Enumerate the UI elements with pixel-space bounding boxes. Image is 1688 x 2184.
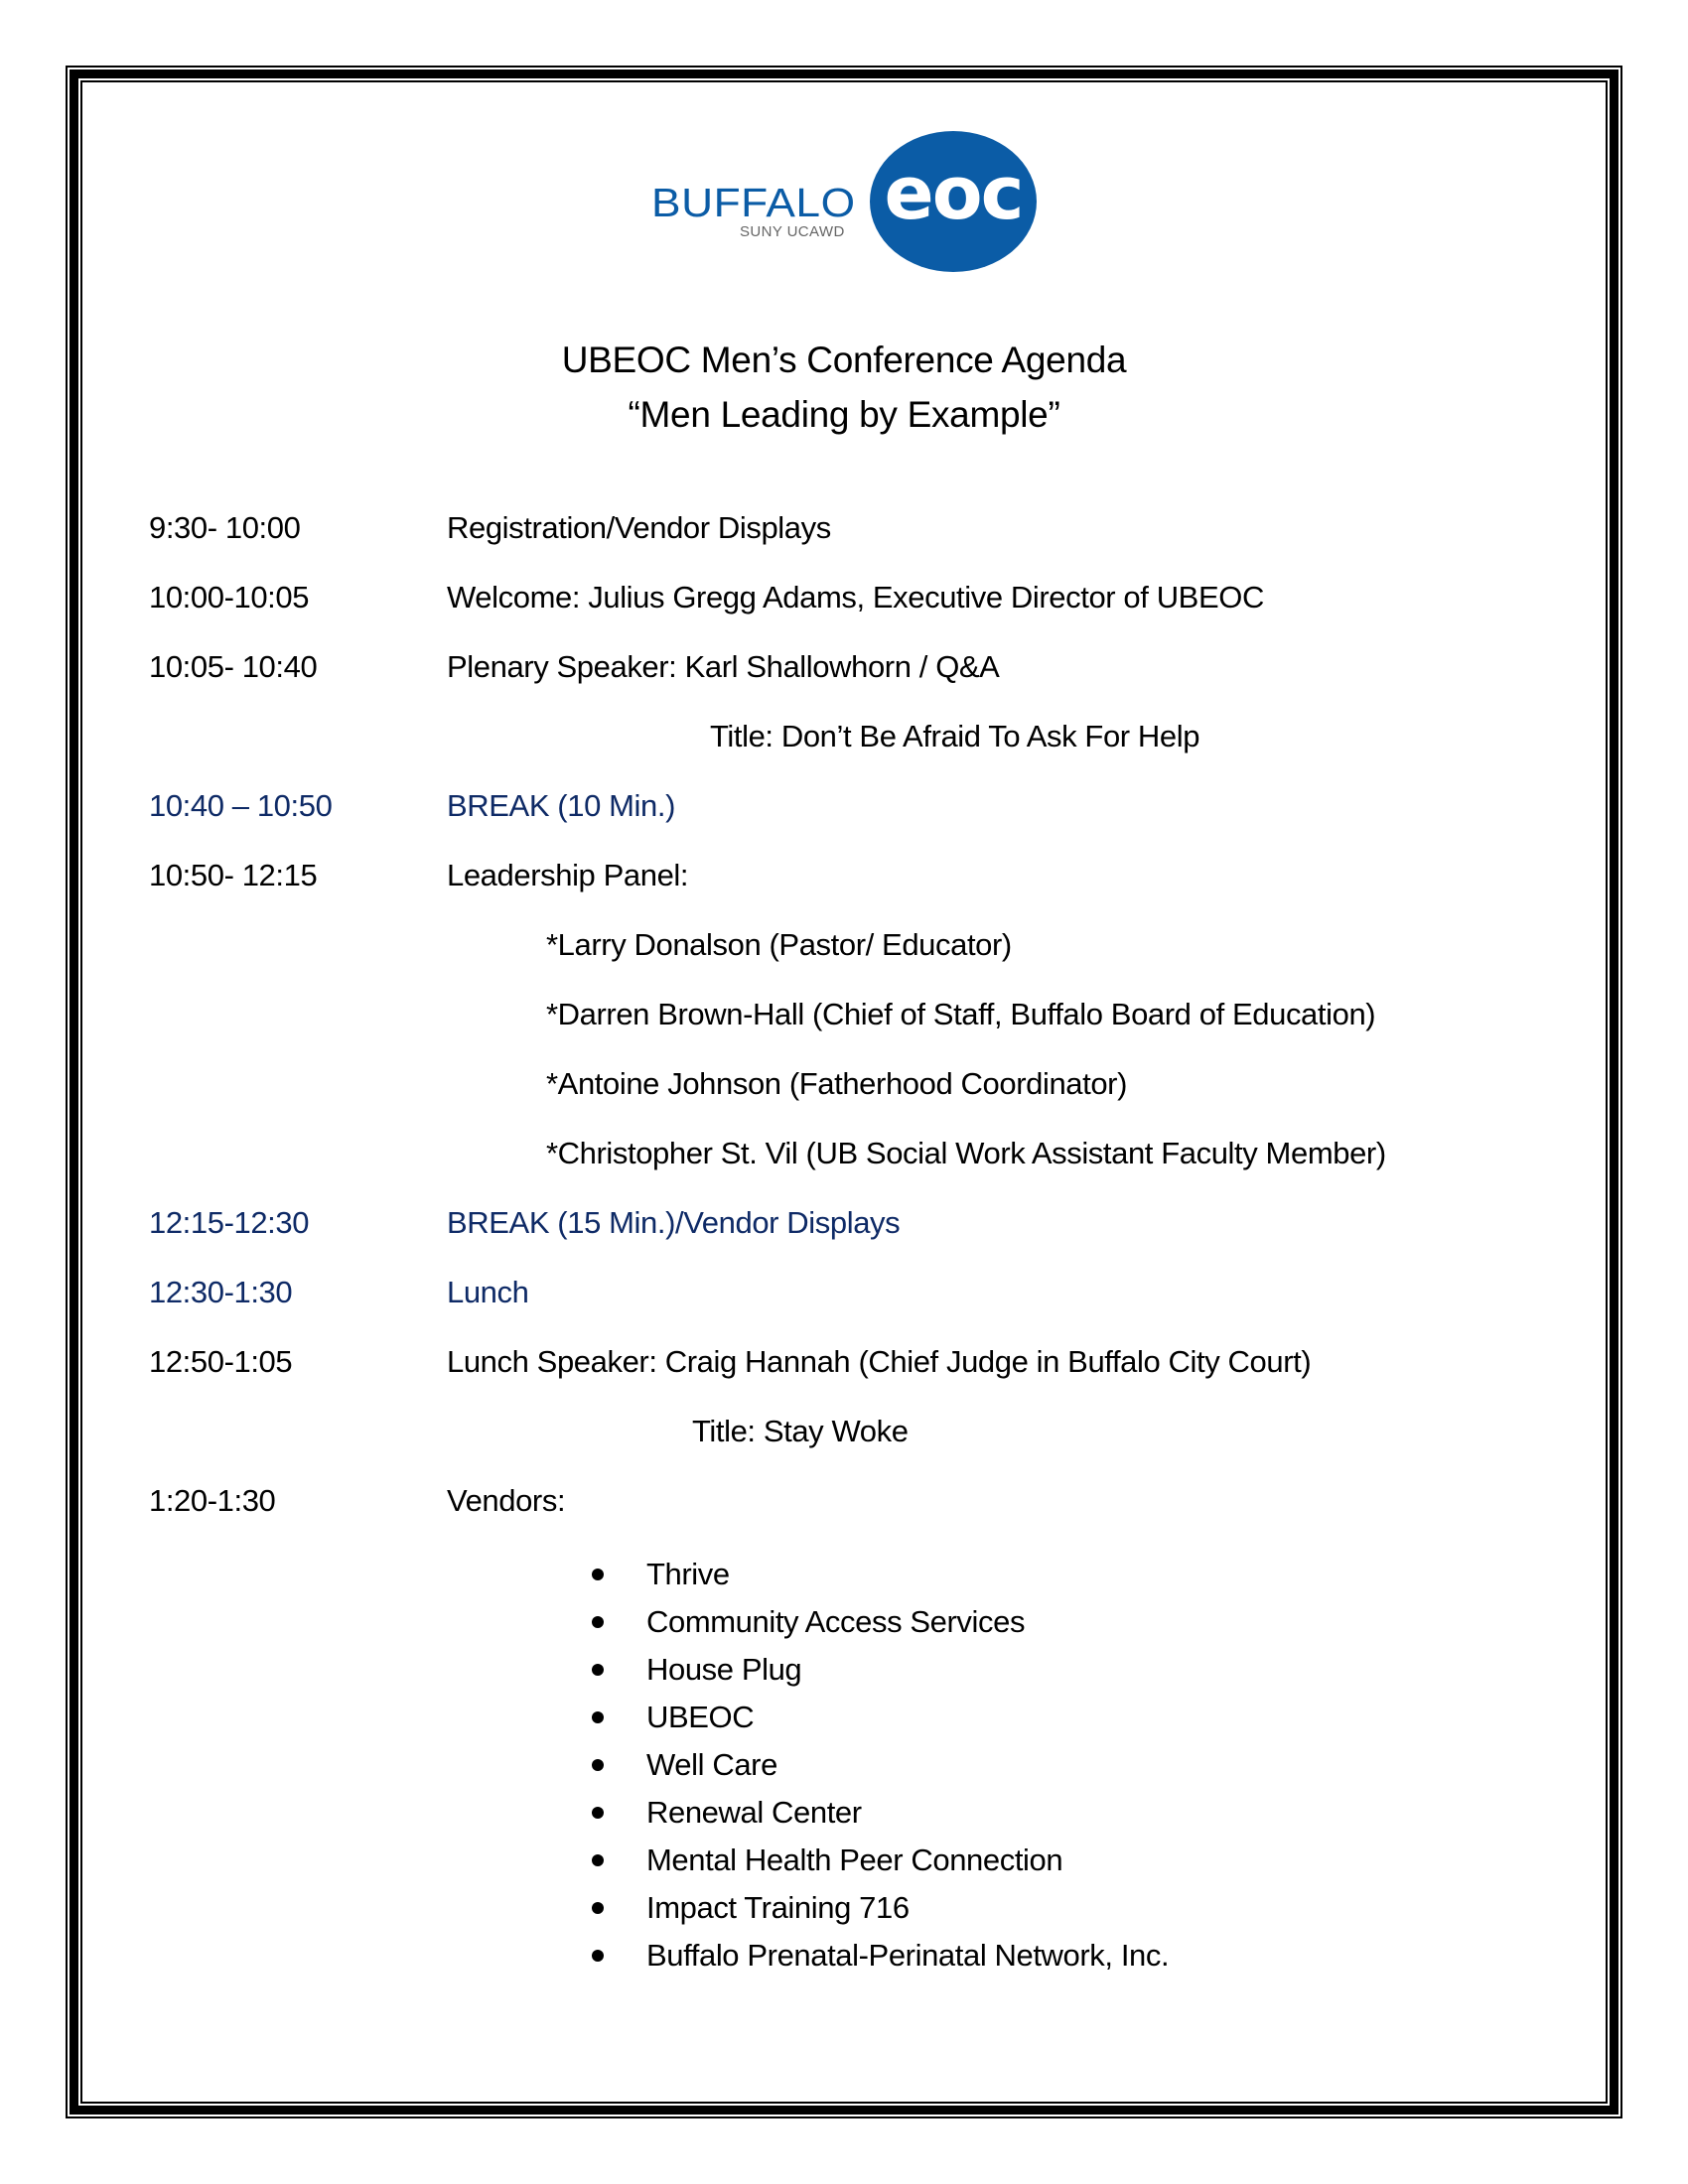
vendor-list [0,1551,1688,1979]
document-header [0,333,1688,442]
agenda-row [0,576,1688,619]
agenda-time: 9:30- 10:00 [149,510,301,545]
vendor-name: Mental Health Peer Connection [646,1843,1063,1877]
bullet-icon [592,1950,604,1962]
bullet-icon [592,1711,604,1723]
panelist-row [0,1062,1688,1106]
panelist-row [0,993,1688,1036]
logo-wordmark: BUFFALO [651,180,856,225]
bullet-icon [592,1664,604,1676]
agenda-description: BREAK (15 Min.)/Vendor Displays [447,1205,901,1240]
agenda-row [0,506,1688,550]
vendor-name: Community Access Services [646,1604,1026,1639]
agenda-description: BREAK (10 Min.) [447,788,676,823]
agenda-row-break [0,1201,1688,1245]
vendor-list-item [0,1884,1688,1932]
agenda-time: 10:50- 12:15 [149,858,318,892]
bullet-icon [592,1902,604,1914]
bullet-icon [592,1569,604,1580]
vendor-name: UBEOC [646,1700,755,1734]
panelist: *Antoine Johnson (Fatherhood Coordinator) [546,1066,1128,1101]
document-subtitle: “Men Leading by Example” [628,394,1060,435]
agenda-row-lunch [0,1271,1688,1314]
agenda-row [0,854,1688,897]
agenda-description: Leadership Panel: [447,858,689,892]
agenda-time: 10:00-10:05 [149,580,310,614]
vendor-list-item [0,1932,1688,1979]
agenda-description: Plenary Speaker: Karl Shallowhorn / Q&A [447,649,1000,684]
agenda-time: 12:15-12:30 [149,1205,310,1240]
agenda-description: Lunch Speaker: Craig Hannah (Chief Judge in Buffalo City Court) [447,1344,1312,1379]
bullet-icon [592,1854,604,1866]
document-title: UBEOC Men’s Conference Agenda [561,340,1127,380]
bullet-icon [592,1616,604,1628]
vendor-list-item [0,1646,1688,1694]
agenda-description: Vendors: [447,1483,566,1518]
session-title: Title: Stay Woke [692,1414,909,1448]
logo-badge-text: eoc [884,151,1023,236]
panelist: *Larry Donalson (Pastor/ Educator) [546,927,1012,962]
bullet-icon [592,1759,604,1771]
vendor-name: Buffalo Prenatal-Perinatal Network, Inc. [646,1938,1170,1973]
vendor-list-item [0,1694,1688,1741]
vendor-list-item [0,1789,1688,1837]
agenda-row [0,1479,1688,1523]
agenda-description: Registration/Vendor Displays [447,510,831,545]
logo-badge-circle [870,131,1037,272]
logo-tagline: SUNY UCAWD [740,223,845,240]
vendor-name: Well Care [646,1747,777,1782]
agenda-time: 10:05- 10:40 [149,649,318,684]
agenda-row [0,1340,1688,1384]
vendor-list-item [0,1598,1688,1646]
vendor-name: House Plug [646,1652,802,1687]
agenda-time: 12:30-1:30 [149,1275,293,1309]
vendor-list-item [0,1741,1688,1789]
agenda-session-title-row [0,1410,1688,1453]
bullet-icon [592,1807,604,1819]
session-title: Title: Don’t Be Afraid To Ask For Help [710,719,1200,753]
agenda-description: Lunch [447,1275,529,1309]
agenda-time: 10:40 – 10:50 [149,788,333,823]
vendor-name: Thrive [646,1557,730,1591]
panelist-row [0,1132,1688,1175]
panelist-row [0,923,1688,967]
vendor-list-item [0,1551,1688,1598]
vendor-name: Renewal Center [646,1795,862,1830]
agenda-row [0,645,1688,689]
agenda-session-title-row [0,715,1688,758]
agenda-description: Welcome: Julius Gregg Adams, Executive Director of UBEOC [447,580,1264,614]
agenda-row-break [0,784,1688,828]
vendor-list-item [0,1837,1688,1884]
panelist: *Darren Brown-Hall (Chief of Staff, Buffalo Board of Education) [546,997,1376,1031]
panelist: *Christopher St. Vil (UB Social Work Assistant Faculty Member) [546,1136,1386,1170]
agenda-time: 12:50-1:05 [149,1344,293,1379]
buffalo-eoc-logo [645,127,1043,276]
vendor-name: Impact Training 716 [646,1890,910,1925]
agenda-time: 1:20-1:30 [149,1483,276,1518]
